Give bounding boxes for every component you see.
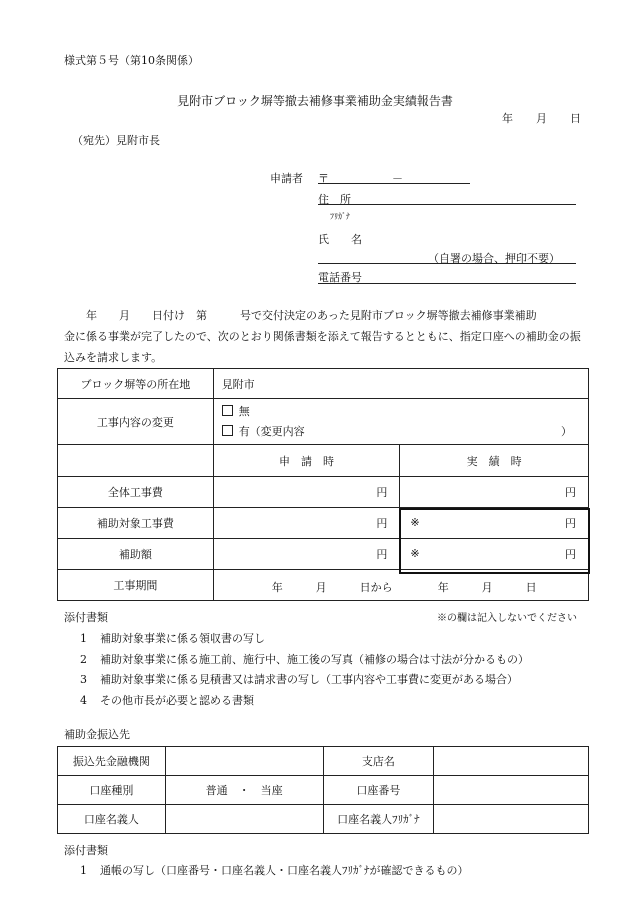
yen-unit: 円: [565, 517, 576, 530]
applied-cell[interactable]: [213, 477, 400, 508]
bank-table: [57, 746, 589, 834]
address-label: 住 所: [318, 193, 351, 206]
account-type-label: 口座種別: [58, 776, 166, 805]
account-type-field[interactable]: [165, 776, 323, 805]
period-start: 年 月 日から: [271, 581, 393, 594]
change-yes-option[interactable]: [222, 422, 588, 442]
account-number-label: 口座番号: [323, 776, 434, 805]
period-field[interactable]: [213, 570, 588, 601]
postal-code-field[interactable]: [318, 183, 470, 184]
addressee: （宛先）見附市長: [72, 134, 160, 147]
period-end: 年 月 日: [437, 581, 537, 594]
row-label: 補助対象工事費: [58, 508, 214, 539]
body-paragraph: [64, 305, 584, 368]
actual-cell[interactable]: [400, 477, 589, 508]
list-item: 3 補助対象事業に係る見積書又は請求書の写し（工事内容や工事費に変更がある場合）: [80, 673, 518, 686]
list-item: 2 補助対象事業に係る施工前、施行中、施工後の写真（補修の場合は寸法が分かるもの）: [80, 653, 529, 666]
body-first-line: 年 月 日付け 第 号で交付決定のあった見附市ブロック塀等撤去補修事業補助: [86, 309, 537, 322]
period-label: 工事期間: [58, 570, 214, 601]
holder-kana-label: 口座名義人ﾌﾘｶﾞﾅ: [323, 805, 434, 834]
list-item: 1 補助対象事業に係る領収書の写し: [80, 632, 265, 645]
bank-heading: 補助金振込先: [64, 728, 130, 741]
document-title: 見附市ブロック塀等撤去補修事業補助金実績報告書: [177, 94, 453, 108]
change-options: [213, 399, 588, 445]
location-value: 見附市: [221, 377, 255, 391]
branch-label: 支店名: [323, 747, 434, 776]
date-day-label: 日: [570, 112, 581, 125]
yen-unit: 円: [376, 517, 388, 530]
office-use-mark: ※: [410, 516, 420, 529]
row-label: 補助額: [58, 539, 214, 570]
office-use-mark: ※: [410, 547, 420, 560]
furigana-label: ﾌﾘｶﾞﾅ: [330, 212, 350, 221]
holder-label: 口座名義人: [58, 805, 166, 834]
phone-field[interactable]: [318, 283, 576, 284]
holder-field[interactable]: [165, 805, 323, 834]
col-actual-header: 実 績 時: [400, 445, 589, 477]
phone-label: 電話番号: [318, 271, 362, 284]
date-month-label: 月: [536, 112, 547, 125]
row-label: 全体工事費: [58, 477, 214, 508]
list-item: 4 その他市長が必要と認める書類: [80, 694, 254, 707]
branch-field[interactable]: [434, 747, 589, 776]
postal-dash: －: [392, 172, 403, 185]
col-applied-header: 申 請 時: [213, 445, 400, 477]
yen-unit: 円: [376, 486, 388, 499]
location-label: ブロック塀等の所在地: [58, 369, 214, 399]
header-blank-cell: [58, 445, 214, 477]
yen-unit: 円: [376, 548, 388, 561]
checkbox-icon[interactable]: [222, 425, 233, 436]
postal-mark: 〒: [318, 172, 329, 185]
holder-kana-field[interactable]: [434, 805, 589, 834]
location-field[interactable]: [213, 369, 588, 399]
applicant-label: 申請者: [270, 172, 303, 185]
body-rest: 金に係る事業が完了したので、次のとおり関係書類を添えて報告するとともに、指定口座への補助金の振込みを請求します。: [64, 330, 581, 364]
institution-field[interactable]: [165, 747, 323, 776]
office-use-note: ※の欄は記入しないでください: [437, 613, 577, 624]
yen-unit: 円: [565, 548, 576, 561]
table-row: [58, 477, 589, 508]
checkbox-icon[interactable]: [222, 405, 233, 416]
attachments2-heading: 添付書類: [64, 844, 108, 857]
institution-label: 振込先金融機関: [58, 747, 166, 776]
change-yes-label: 有（変更内容: [238, 424, 305, 438]
change-close-paren: ）: [561, 424, 572, 438]
yen-unit: 円: [565, 486, 576, 499]
account-number-field[interactable]: [434, 776, 589, 805]
list-item: 1 通帳の写し（口座番号・口座名義人・口座名義人ﾌﾘｶﾞﾅが確認できるもの）: [80, 864, 469, 877]
name-label: 氏 名: [318, 233, 362, 246]
office-use-box: [399, 508, 590, 574]
change-label: 工事内容の変更: [58, 399, 214, 445]
seal-note: （自署の場合、押印不要）: [428, 252, 560, 265]
applied-cell[interactable]: [213, 539, 400, 570]
change-none-option[interactable]: [222, 402, 588, 422]
applied-cell[interactable]: [213, 508, 400, 539]
attachments-heading: 添付書類: [64, 611, 108, 624]
account-type-value: 普通 ・ 当座: [205, 784, 283, 797]
change-none-label: 無: [238, 404, 250, 418]
form-number: 様式第５号（第10条関係）: [64, 54, 199, 67]
address-field[interactable]: [318, 204, 576, 205]
date-year-label: 年: [502, 112, 513, 125]
